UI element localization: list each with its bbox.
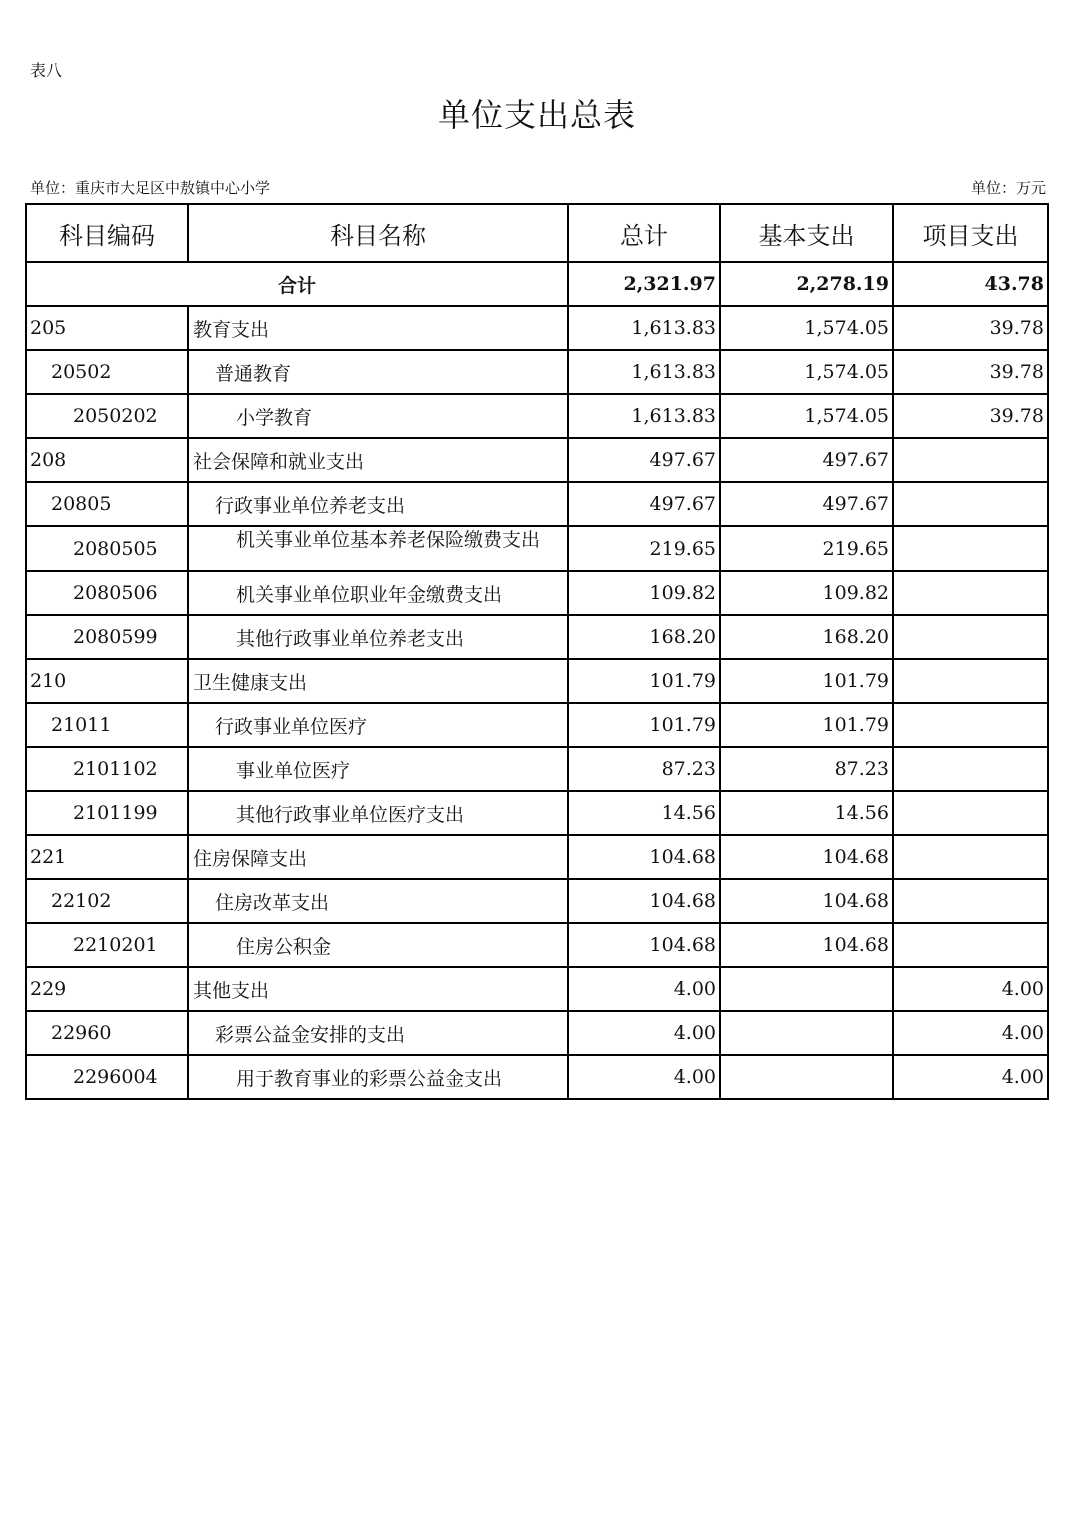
row-total: 219.65 — [568, 526, 720, 571]
row-total: 1,613.83 — [568, 350, 720, 394]
row-code: 2080599 — [26, 615, 188, 659]
row-basic — [720, 1011, 893, 1055]
row-project — [893, 438, 1048, 482]
row-total: 497.67 — [568, 438, 720, 482]
row-basic: 1,574.05 — [720, 306, 893, 350]
table-number: 表八 — [30, 61, 63, 80]
table-row — [26, 306, 1048, 350]
row-basic: 109.82 — [720, 571, 893, 615]
row-name: 住房公积金 — [188, 923, 568, 967]
row-code: 2050202 — [26, 394, 188, 438]
row-project: 39.78 — [893, 394, 1048, 438]
total-total: 2,321.97 — [568, 262, 720, 306]
row-basic — [720, 1055, 893, 1099]
row-project — [893, 615, 1048, 659]
table-row — [26, 615, 1048, 659]
row-total: 109.82 — [568, 571, 720, 615]
currency-unit: 单位：万元 — [970, 179, 1046, 197]
row-name: 机关事业单位基本养老保险缴费支出 — [188, 526, 568, 571]
row-name: 用于教育事业的彩票公益金支出 — [188, 1055, 568, 1099]
row-name: 事业单位医疗 — [188, 747, 568, 791]
row-total: 4.00 — [568, 1011, 720, 1055]
col-header-code: 科目编码 — [26, 204, 188, 262]
row-code: 20502 — [26, 350, 188, 394]
row-name: 教育支出 — [188, 306, 568, 350]
row-name: 卫生健康支出 — [188, 659, 568, 703]
col-header-total: 总计 — [568, 204, 720, 262]
row-name: 住房改革支出 — [188, 879, 568, 923]
table-row — [26, 659, 1048, 703]
row-basic: 497.67 — [720, 438, 893, 482]
row-basic: 104.68 — [720, 923, 893, 967]
total-row — [26, 262, 1048, 306]
header-row — [26, 204, 1048, 262]
row-name: 彩票公益金安排的支出 — [188, 1011, 568, 1055]
row-project — [893, 482, 1048, 526]
row-project: 4.00 — [893, 1055, 1048, 1099]
row-basic: 101.79 — [720, 703, 893, 747]
row-name: 其他行政事业单位养老支出 — [188, 615, 568, 659]
row-project — [893, 835, 1048, 879]
table-row — [26, 791, 1048, 835]
row-code: 2296004 — [26, 1055, 188, 1099]
row-name: 普通教育 — [188, 350, 568, 394]
row-code: 21011 — [26, 703, 188, 747]
col-header-project: 项目支出 — [893, 204, 1048, 262]
table-row — [26, 967, 1048, 1011]
row-code: 22102 — [26, 879, 188, 923]
row-basic: 219.65 — [720, 526, 893, 571]
table-row — [26, 482, 1048, 526]
row-project — [893, 526, 1048, 571]
row-total: 87.23 — [568, 747, 720, 791]
table-row — [26, 438, 1048, 482]
row-name: 行政事业单位养老支出 — [188, 482, 568, 526]
table-row — [26, 703, 1048, 747]
page-title: 单位支出总表 — [437, 96, 636, 134]
row-basic: 101.79 — [720, 659, 893, 703]
table-row — [26, 923, 1048, 967]
row-project: 4.00 — [893, 1011, 1048, 1055]
row-project: 4.00 — [893, 967, 1048, 1011]
row-project: 39.78 — [893, 306, 1048, 350]
row-basic: 104.68 — [720, 879, 893, 923]
row-total: 14.56 — [568, 791, 720, 835]
table-row — [26, 835, 1048, 879]
total-basic: 2,278.19 — [720, 262, 893, 306]
col-header-basic: 基本支出 — [720, 204, 893, 262]
row-name: 其他支出 — [188, 967, 568, 1011]
row-project — [893, 703, 1048, 747]
table-row — [26, 1055, 1048, 1099]
row-name: 行政事业单位医疗 — [188, 703, 568, 747]
row-total: 1,613.83 — [568, 394, 720, 438]
row-total: 1,613.83 — [568, 306, 720, 350]
row-code: 2080506 — [26, 571, 188, 615]
row-code: 22960 — [26, 1011, 188, 1055]
row-basic: 104.68 — [720, 835, 893, 879]
row-basic: 87.23 — [720, 747, 893, 791]
table-row — [26, 526, 1048, 571]
row-code: 2101199 — [26, 791, 188, 835]
row-code: 221 — [26, 835, 188, 879]
row-total: 101.79 — [568, 703, 720, 747]
row-basic: 14.56 — [720, 791, 893, 835]
row-project — [893, 571, 1048, 615]
table-row — [26, 747, 1048, 791]
row-name: 其他行政事业单位医疗支出 — [188, 791, 568, 835]
row-total: 104.68 — [568, 835, 720, 879]
table-row — [26, 571, 1048, 615]
row-basic: 497.67 — [720, 482, 893, 526]
row-total: 168.20 — [568, 615, 720, 659]
row-project — [893, 879, 1048, 923]
row-basic: 1,574.05 — [720, 394, 893, 438]
row-code: 229 — [26, 967, 188, 1011]
row-code: 2210201 — [26, 923, 188, 967]
row-basic: 168.20 — [720, 615, 893, 659]
row-project: 39.78 — [893, 350, 1048, 394]
row-code: 2080505 — [26, 526, 188, 571]
table-row — [26, 1011, 1048, 1055]
table-row — [26, 350, 1048, 394]
row-code: 210 — [26, 659, 188, 703]
table-row — [26, 879, 1048, 923]
row-code: 20805 — [26, 482, 188, 526]
row-name: 小学教育 — [188, 394, 568, 438]
row-project — [893, 923, 1048, 967]
row-name: 机关事业单位职业年金缴费支出 — [188, 571, 568, 615]
row-total: 4.00 — [568, 1055, 720, 1099]
unit-name: 单位：重庆市大足区中敖镇中心小学 — [30, 179, 271, 197]
row-total: 101.79 — [568, 659, 720, 703]
row-code: 2101102 — [26, 747, 188, 791]
row-project — [893, 747, 1048, 791]
total-project: 43.78 — [893, 262, 1048, 306]
row-code: 205 — [26, 306, 188, 350]
row-project — [893, 659, 1048, 703]
row-project — [893, 791, 1048, 835]
row-name: 住房保障支出 — [188, 835, 568, 879]
row-basic: 1,574.05 — [720, 350, 893, 394]
col-header-name: 科目名称 — [188, 204, 568, 262]
table-row — [26, 394, 1048, 438]
row-total: 104.68 — [568, 923, 720, 967]
row-code: 208 — [26, 438, 188, 482]
row-name: 社会保障和就业支出 — [188, 438, 568, 482]
row-total: 104.68 — [568, 879, 720, 923]
row-basic — [720, 967, 893, 1011]
row-total: 4.00 — [568, 967, 720, 1011]
total-label: 合计 — [26, 262, 568, 306]
row-total: 497.67 — [568, 482, 720, 526]
expenditure-table — [25, 203, 1049, 1100]
